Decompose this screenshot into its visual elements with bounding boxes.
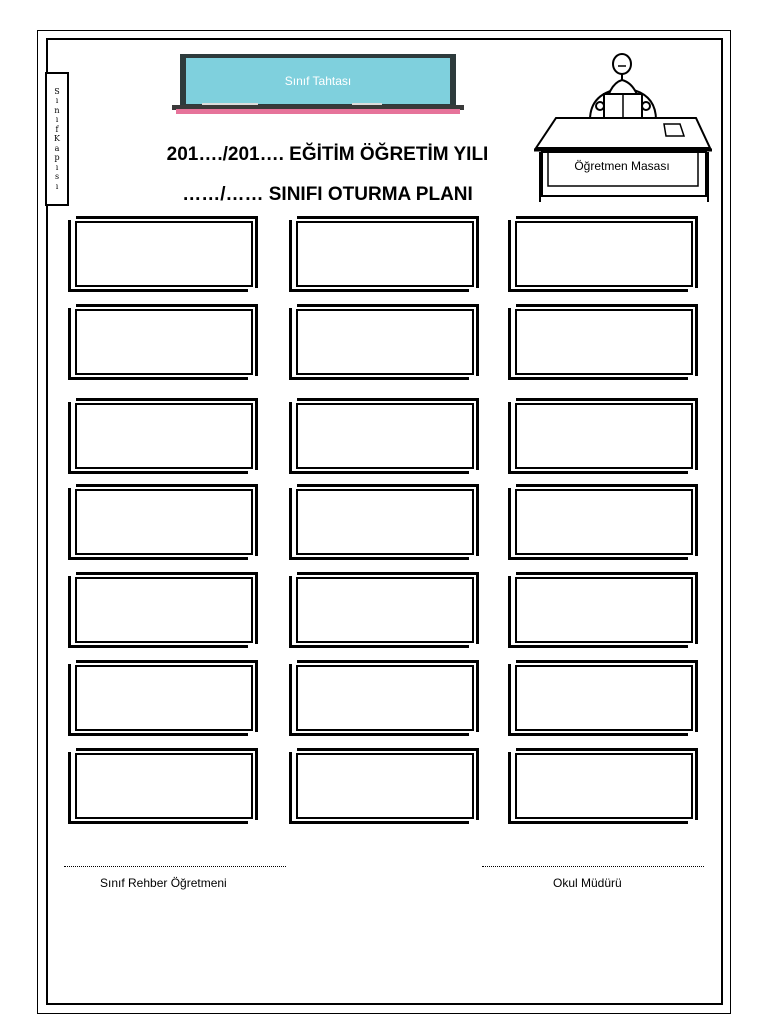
door-letter: K	[54, 134, 60, 144]
student-desk-box	[508, 660, 698, 736]
student-desk-box	[289, 398, 479, 474]
student-desk-box	[68, 216, 258, 292]
seating-plan-title: ……/…… SINIFI OTURMA PLANI	[182, 184, 473, 205]
student-desk-box	[68, 304, 258, 380]
principal-signature-line	[482, 866, 704, 867]
homeroom-teacher-label: Sınıf Rehber Öğretmeni	[100, 876, 227, 890]
student-desk-box	[289, 484, 479, 560]
door-letter: ı	[55, 162, 59, 172]
door-letter: s	[54, 172, 60, 182]
student-desk-box	[68, 660, 258, 736]
classroom-door	[45, 72, 69, 206]
principal-label: Okul Müdürü	[553, 876, 622, 890]
door-letter: ı	[55, 96, 59, 106]
door-letter: S	[54, 86, 60, 96]
student-desk-box	[289, 660, 479, 736]
student-desk-box	[289, 304, 479, 380]
student-desk-box	[508, 216, 698, 292]
teacher-desk-label: Öğretmen Masası	[574, 159, 670, 173]
door-letter: ı	[55, 181, 59, 191]
student-desk-box	[508, 398, 698, 474]
homeroom-teacher-signature-line	[64, 866, 286, 867]
student-desk-box	[68, 484, 258, 560]
student-desk-box	[508, 484, 698, 560]
board-label: Sınıf Tahtası	[284, 74, 352, 88]
seating-grid	[68, 216, 700, 828]
student-desk-box	[68, 748, 258, 824]
student-desk-box	[508, 304, 698, 380]
student-desk-box	[289, 748, 479, 824]
door-letter: ı	[55, 115, 59, 125]
teacher-reading-at-desk-icon	[528, 50, 718, 204]
door-letter: f	[55, 124, 59, 134]
student-desk-box	[289, 216, 479, 292]
door-letter: a	[54, 143, 60, 153]
school-year-title: 201…./201…. EĞİTİM ÖĞRETİM YILI	[166, 144, 489, 165]
student-desk-box	[508, 572, 698, 648]
student-desk-box	[68, 398, 258, 474]
student-desk-box	[508, 748, 698, 824]
student-desk-box	[289, 572, 479, 648]
student-desk-box	[68, 572, 258, 648]
door-letter: n	[54, 105, 60, 115]
door-letter: p	[54, 153, 60, 163]
